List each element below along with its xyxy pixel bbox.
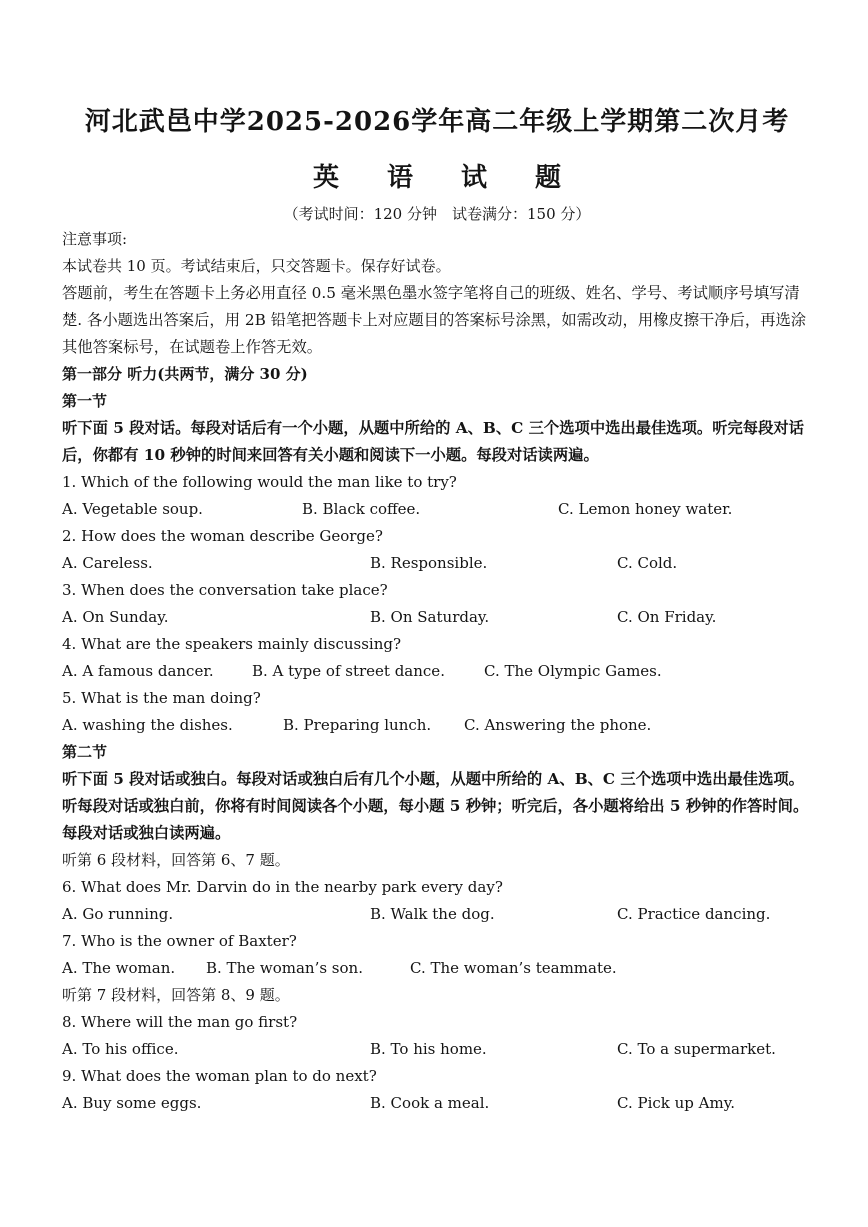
option-c: C. Pick up Amy. <box>617 1094 735 1112</box>
question-9: 9. What does the woman plan to do next? <box>62 1067 377 1085</box>
option-a: A. washing the dishes. <box>62 716 233 734</box>
option-a: A. The woman. <box>62 959 176 977</box>
option-a: A. Vegetable soup. <box>62 500 203 518</box>
option-a: A. Go running. <box>62 905 174 923</box>
option-a: A. Buy some eggs. <box>62 1094 202 1112</box>
option-b: B. To his home. <box>370 1040 487 1058</box>
option-a: A. To his office. <box>62 1040 179 1058</box>
section1-instruction: 听下面 5 段对话。每段对话后有一个小题，从题中所给的 A、B、C 三个选项中选出最佳选项。听完每段对话后，你都有 10 秒钟的时间来回答有关小题和阅读下一小题。每段对话读两遍。 <box>62 419 804 464</box>
option-b: B. Black coffee. <box>302 500 421 518</box>
question-5: 5. What is the man doing? <box>62 689 261 707</box>
option-a: A. Careless. <box>62 554 153 572</box>
options-7 <box>62 955 812 982</box>
exam-title: 河北武邑中学2025-2026学年高二年级上学期第二次月考 <box>84 107 790 137</box>
subject-char: 试 <box>461 163 488 193</box>
notes-heading: 注意事项: <box>62 230 128 248</box>
option-c: C. Answering the phone. <box>464 716 652 734</box>
notes-line-2: 答题前，考生在答题卡上务必用直径 0.5 毫米黑色墨水签字笔将自己的班级、姓名、学号、考试顺序号填写清楚. 各小题选出答案后，用 2B 铅笔把答题卡上对应题目的答案标号涂黑，如需改动，用橡皮擦干净后，再选涂其他答案标号，在试题卷上作答无效。 <box>62 284 807 356</box>
option-b: B. Cook a meal. <box>370 1094 490 1112</box>
option-c: C. The Olympic Games. <box>484 662 662 680</box>
question-1: 1. Which of the following would the man like to try? <box>62 473 457 491</box>
question-4: 4. What are the speakers mainly discussing? <box>62 635 402 653</box>
question-7: 7. Who is the owner of Baxter? <box>62 932 297 950</box>
option-c: C. To a supermarket. <box>617 1040 776 1058</box>
options-5 <box>62 712 812 739</box>
subject-char: 题 <box>535 163 562 193</box>
option-c: C. Practice dancing. <box>617 905 771 923</box>
question-2: 2. How does the woman describe George? <box>62 527 383 545</box>
question-6: 6. What does Mr. Darvin do in the nearby park every day? <box>62 878 503 896</box>
option-c: C. On Friday. <box>617 608 717 626</box>
options-9 <box>62 1090 812 1117</box>
question-8: 8. Where will the man go first? <box>62 1013 298 1031</box>
options-2 <box>62 550 812 577</box>
material-7-heading: 听第 7 段材料，回答第 8、9 题。 <box>62 986 290 1004</box>
options-1 <box>62 496 812 523</box>
notes-line-1: 本试卷共 10 页。考试结束后，只交答题卡。保存好试卷。 <box>62 257 451 275</box>
option-b: B. Responsible. <box>370 554 488 572</box>
option-a: A. A famous dancer. <box>62 662 214 680</box>
section2-heading: 第二节 <box>62 743 108 761</box>
options-4 <box>62 658 812 685</box>
options-3 <box>62 604 812 631</box>
option-b: B. The woman’s son. <box>206 959 363 977</box>
material-6-heading: 听第 6 段材料，回答第 6、7 题。 <box>62 851 290 869</box>
option-b: B. Preparing lunch. <box>283 716 432 734</box>
options-8 <box>62 1036 812 1063</box>
section1-heading: 第一节 <box>62 392 108 410</box>
option-b: B. A type of street dance. <box>252 662 445 680</box>
part1-heading: 第一部分 听力(共两节，满分 30 分) <box>62 365 308 383</box>
question-3: 3. When does the conversation take place? <box>62 581 388 599</box>
subject-title <box>62 160 812 196</box>
option-b: B. Walk the dog. <box>370 905 495 923</box>
exam-meta: （考试时间：120 分钟 试卷满分：150 分） <box>283 205 591 223</box>
option-c: C. The woman’s teammate. <box>410 959 617 977</box>
options-6 <box>62 901 812 928</box>
option-b: B. On Saturday. <box>370 608 490 626</box>
subject-char: 英 <box>312 163 339 193</box>
option-c: C. Cold. <box>617 554 678 572</box>
subject-char: 语 <box>386 163 413 193</box>
section2-instruction: 听下面 5 段对话或独白。每段对话或独白后有几个小题，从题中所给的 A、B、C 三个选项中选出最佳选项。听每段对话或独白前，你将有时间阅读各个小题，每小题 5 秒钟；听完后，各小题将给出 5 秒钟的作答时间。每段对话或独白读两遍。 <box>62 770 809 842</box>
option-c: C. Lemon honey water. <box>558 500 733 518</box>
option-a: A. On Sunday. <box>62 608 169 626</box>
